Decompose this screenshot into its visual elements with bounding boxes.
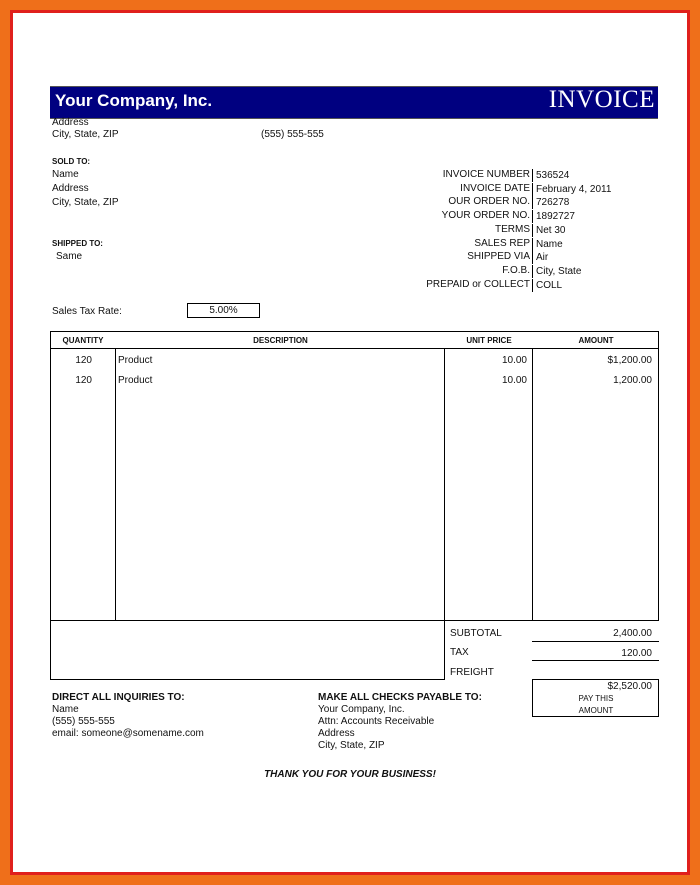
table-row-2-amount: 1,200.00	[613, 375, 652, 386]
col-header-description: DESCRIPTION	[253, 336, 308, 345]
info-label-9: PREPAID or COLLECT	[426, 279, 530, 290]
table-header-divider	[50, 348, 659, 349]
pay-this-label: PAY THIS	[578, 694, 614, 703]
sold-to-label: SOLD TO:	[52, 157, 91, 166]
company-name: Your Company, Inc.	[55, 91, 213, 110]
tax-label: TAX	[450, 647, 469, 658]
table-row-2-description: Product	[118, 375, 153, 386]
col-header-unit-price: UNIT PRICE	[466, 336, 512, 345]
info-label-2: INVOICE DATE	[460, 183, 530, 194]
totals-bottom-border	[50, 679, 445, 680]
sales-tax-value[interactable]: 5.00%	[187, 303, 260, 318]
table-row-1-unit-price: 10.00	[501, 355, 527, 366]
subtotal-label: SUBTOTAL	[450, 628, 502, 639]
inquiries-heading: DIRECT ALL INQUIRIES TO:	[52, 692, 185, 703]
info-value-2: February 4, 2011	[532, 183, 611, 196]
company-city: City, State, ZIP	[52, 129, 119, 140]
subtotal-underline	[532, 641, 659, 642]
info-label-7: SHIPPED VIA	[467, 251, 530, 262]
col-divider-2	[444, 348, 445, 621]
tax-value: 120.00	[621, 648, 652, 659]
inquiries-phone: (555) 555-555	[52, 716, 115, 727]
sales-tax-label: Sales Tax Rate:	[52, 306, 122, 317]
tax-underline	[532, 660, 659, 661]
info-value-6: Name	[532, 238, 563, 251]
info-value-7: Air	[532, 251, 548, 264]
inquiries-name: Name	[52, 704, 79, 715]
company-address: Address	[52, 117, 89, 128]
total-value: $2,520.00	[607, 681, 652, 692]
sold-to-name: Name	[52, 169, 79, 180]
totals-divider	[444, 621, 445, 680]
sold-to-address: Address	[52, 183, 89, 194]
checks-address: Address	[318, 728, 355, 739]
info-value-4: 1892727	[532, 210, 575, 223]
invoice-title: INVOICE	[548, 86, 655, 113]
col-header-amount: AMOUNT	[578, 336, 614, 345]
thank-you-message: THANK YOU FOR YOUR BUSINESS!	[264, 769, 436, 780]
info-value-9: COLL	[532, 279, 562, 292]
info-value-5: Net 30	[532, 224, 565, 237]
checks-attn: Attn: Accounts Receivable	[318, 716, 435, 727]
info-value-3: 726278	[532, 196, 569, 209]
col-divider-1	[115, 348, 116, 621]
col-divider-3	[532, 348, 533, 621]
info-label-5: TERMS	[495, 224, 530, 235]
info-label-1: INVOICE NUMBER	[442, 169, 530, 180]
table-row-1-amount: $1,200.00	[607, 355, 652, 366]
shipped-to-label: SHIPPED TO:	[52, 239, 103, 248]
col-header-quantity: QUANTITY	[62, 336, 104, 345]
info-value-8: City, State	[532, 265, 581, 278]
info-label-4: YOUR ORDER NO.	[441, 210, 530, 221]
info-label-6: SALES REP	[474, 238, 530, 249]
company-phone: (555) 555-555	[261, 129, 324, 140]
table-row-2-unit-price: 10.00	[501, 375, 527, 386]
shipped-to-value: Same	[56, 251, 83, 262]
checks-company: Your Company, Inc.	[318, 704, 405, 715]
freight-label: FREIGHT	[450, 667, 494, 678]
checks-heading: MAKE ALL CHECKS PAYABLE TO:	[318, 692, 482, 703]
sold-to-city: City, State, ZIP	[52, 197, 119, 208]
inquiries-email[interactable]: email: someone@somename.com	[52, 728, 204, 739]
subtotal-value: 2,400.00	[613, 628, 652, 639]
info-label-3: OUR ORDER NO.	[448, 196, 530, 207]
table-row-2-quantity: 120	[75, 375, 92, 386]
table-row-1-description: Product	[118, 355, 153, 366]
amount-label: AMOUNT	[578, 706, 614, 715]
table-row-1-quantity: 120	[75, 355, 92, 366]
checks-city: City, State, ZIP	[318, 740, 385, 751]
totals-left-border	[50, 621, 51, 680]
info-value-1: 536524	[532, 169, 569, 182]
info-label-8: F.O.B.	[502, 265, 530, 276]
